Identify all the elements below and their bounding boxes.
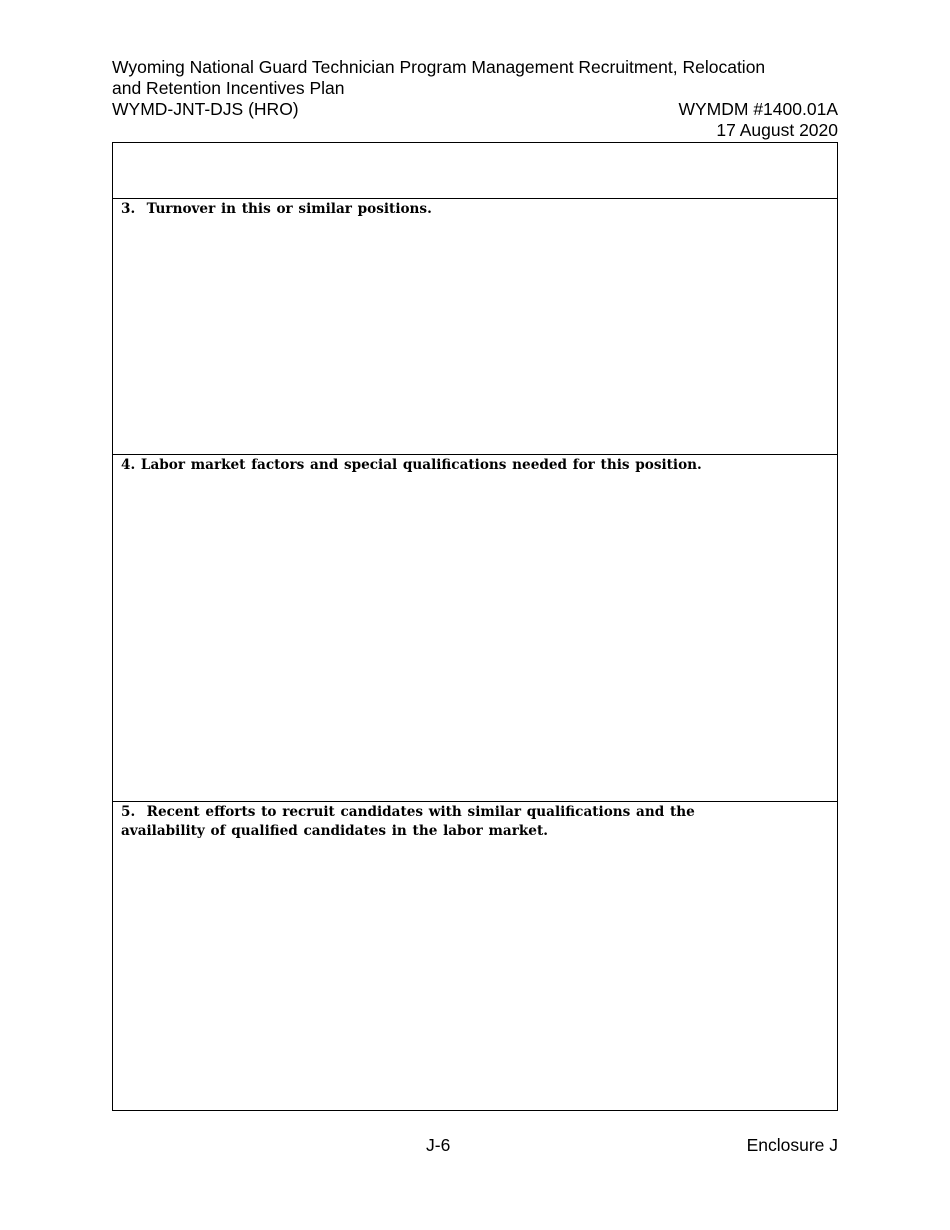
question-5-label [113,802,837,841]
header-title-line-2: and Retention Incentives Plan [112,78,345,98]
header-document-number: WYMDM #1400.01A [678,99,838,119]
enclosure-label: Enclosure J [746,1135,838,1155]
document-header [112,57,838,141]
header-office-symbol: WYMD-JNT-DJS (HRO) [112,99,299,119]
question-4-label: 4. Labor market factors and special qualifications needed for this position. [121,457,702,473]
header-office-row [112,99,838,120]
question-5-section[interactable] [113,801,837,1112]
question-5-label-line-1: 5. Recent efforts to recruit candidates with similar qualifications and the [121,804,695,820]
document-footer [112,1134,838,1158]
continuation-response-area[interactable] [113,143,837,198]
header-date: 17 August 2020 [716,120,838,140]
question-4-section[interactable] [113,454,837,801]
question-3-label: 3. Turnover in this or similar positions. [121,201,432,217]
question-5-label-line-2: availability of qualified candidates in the labor market. [121,823,548,839]
page-number: J-6 [426,1135,451,1155]
question-3-section[interactable] [113,198,837,454]
header-title-line-1: Wyoming National Guard Technician Program Management Recruitment, Relocation [112,57,766,77]
justification-form-table [112,142,838,1111]
